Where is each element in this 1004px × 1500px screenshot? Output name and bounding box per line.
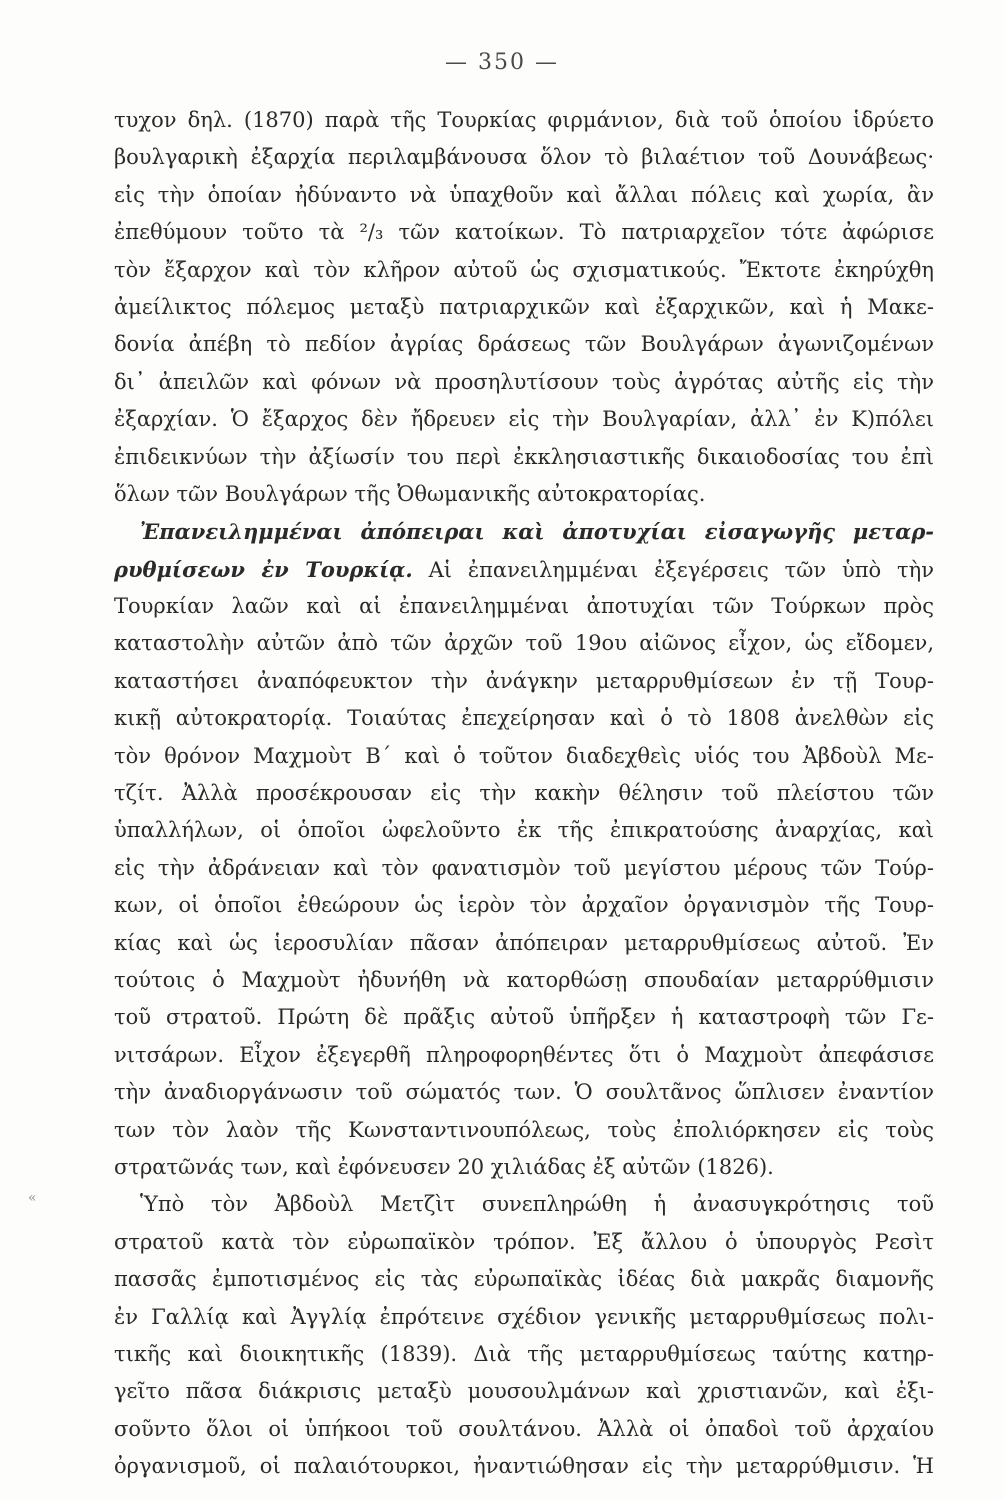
text-line: τικῆς καὶ διοικητικῆς (1839). Διὰ τῆς μεταρρυθμίσεως ταύτης κατηρ- bbox=[114, 1341, 934, 1366]
text-line: πασσᾶς ἐμποτισμένος εἰς τὰς εὐρωπαϊκὰς ἰδέας διὰ μακρᾶς διαμονῆς bbox=[114, 1267, 934, 1292]
text-line: τὴν ἀναδιοργάνωσιν τοῦ σώματός των. Ὁ σουλτᾶνος ὥπλισεν ἐναντίον bbox=[114, 1080, 934, 1105]
text-line: καταστήσει ἀναπόφευκτον τὴν ἀνάγκην μεταρρυθμίσεων ἐν τῇ Τουρ- bbox=[114, 668, 934, 693]
text-line: Ὑπὸ τὸν Ἀβδοὺλ Μετζὶτ συνεπληρώθη ἡ ἀνασυγκρότησις τοῦ bbox=[140, 1192, 934, 1217]
text-line: δονία ἀπέβη τὸ πεδίον ἀγρίας δράσεως τῶν Βουλγάρων ἀγωνιζομένων bbox=[114, 332, 934, 357]
text-line: κων, οἱ ὁποῖοι ἐθεώρουν ὡς ἱερὸν τὸν ἀρχαῖον ὀργανισμὸν τῆς Τουρ- bbox=[114, 893, 934, 918]
text-line: εἰς τὴν ὁποίαν ἠδύναντο νὰ ὑπαχθοῦν καὶ ἄλλαι πόλεις καὶ χωρία, ἂν bbox=[114, 182, 934, 207]
text-line: εἰς τὴν ἀδράνειαν καὶ τὸν φανατισμὸν τοῦ μεγίστου μέρους τῶν Τούρ- bbox=[114, 855, 934, 880]
text-line: νιτσάρων. Εἶχον ἐξεγερθῆ πληροφορηθέντες ὅτι ὁ Μαχμοὺτ ἀπεφάσισε bbox=[114, 1042, 934, 1067]
text-line: Τουρκίαν λαῶν καὶ αἱ ἐπανειλημμέναι ἀποτυχίαι τῶν Τούρκων πρὸς bbox=[114, 594, 934, 619]
text-line: ἐπεθύμουν τοῦτο τὰ ²/₃ τῶν κατοίκων. Τὸ πατριαρχεῖον τότε ἀφώρισε bbox=[114, 220, 934, 245]
text-line: ὅλων τῶν Βουλγάρων τῆς Ὀθωμανικῆς αὐτοκρατορίας. bbox=[114, 481, 706, 506]
text-line: των τὸν λαὸν τῆς Κωνσταντινουπόλεως, τοὺς ἐπολιόρκησεν εἰς τοὺς bbox=[114, 1117, 934, 1142]
text-line: ἐξαρχίαν. Ὁ ἔξαρχος δὲν ἤδρευεν εἰς τὴν Βουλγαρίαν, ἀλλ᾽ ἐν Κ)πόλει bbox=[114, 407, 934, 432]
text-line: κίας καὶ ὡς ἱεροσυλίαν πᾶσαν ἀπόπειραν μεταρρυθμίσεως αὐτοῦ. Ἐν bbox=[114, 930, 934, 955]
text-line: τὸν θρόνον Μαχμοὺτ Β´ καὶ ὁ τοῦτον διαδεχθεὶς υἱός του Ἀβδοὺλ Με- bbox=[114, 743, 934, 768]
text-line: τοῦ στρατοῦ. Πρώτη δὲ πρᾶξις αὐτοῦ ὑπῆρξεν ἡ καταστροφὴ τῶν Γε- bbox=[114, 1005, 934, 1030]
text-line: ἀμείλικτος πόλεμος μεταξὺ πατριαρχικῶν καὶ ἐξαρχικῶν, καὶ ἡ Μακε- bbox=[114, 294, 934, 319]
text-line: τούτοις ὁ Μαχμοὺτ ἠδυνήθη νὰ κατορθώσῃ σπουδαίαν μεταρρύθμισιν bbox=[114, 967, 934, 992]
text-line: τὸν ἔξαρχον καὶ τὸν κλῆρον αὐτοῦ ὡς σχισματικούς. Ἔκτοτε ἐκηρύχθη bbox=[114, 257, 934, 282]
text-line: ἐπιδεικνύων τὴν ἀξίωσίν του περὶ ἐκκλησιαστικῆς δικαιοδοσίας του ἐπὶ bbox=[114, 444, 934, 469]
text-line: ὀργανισμοῦ, οἱ παλαιότουρκοι, ἠναντιώθησαν εἰς τὴν μεταρρύθμισιν. Ἡ bbox=[114, 1454, 934, 1479]
text-span: Αἱ ἐπανειλημμέναι ἐξεγέρσεις τῶν ὑπὸ τὴν bbox=[412, 557, 934, 582]
section-heading-continuation bbox=[114, 551, 934, 588]
text-line: ἐν Γαλλίᾳ καὶ Ἀγγλίᾳ ἐπρότεινε σχέδιον γενικῆς μεταρρυθμίσεως πολι- bbox=[114, 1304, 934, 1329]
text-line: στρατοῦ κατὰ τὸν εὐρωπαϊκὸν τρόπον. Ἐξ ἄλλου ὁ ὑπουργὸς Ρεσὶτ bbox=[114, 1229, 934, 1254]
text-line: καταστολὴν αὐτῶν ἀπὸ τῶν ἀρχῶν τοῦ 19ου αἰῶνος εἶχον, ὡς εἴδομεν, bbox=[114, 631, 934, 656]
text-line: τζίτ. Ἀλλὰ προσέκρουσαν εἰς τὴν κακὴν θέλησιν τοῦ πλείστου τῶν bbox=[114, 781, 934, 806]
body-text bbox=[114, 102, 934, 1485]
text-line: γεῖτο πᾶσα διάκρισις μεταξὺ μουσουλμάνων καὶ χριστιανῶν, καὶ ἐξι- bbox=[114, 1379, 934, 1404]
text-line: στρατῶνάς των, καὶ ἐφόνευσεν 20 χιλιάδας ἐξ αὐτῶν (1826). bbox=[114, 1154, 774, 1179]
text-line: σοῦντο ὅλοι οἱ ὑπήκοοι τοῦ σουλτάνου. Ἀλλὰ οἱ ὀπαδοὶ τοῦ ἀρχαίου bbox=[114, 1416, 934, 1441]
section-heading-end: ρυθμίσεων ἐν Τουρκίᾳ. bbox=[114, 556, 413, 582]
text-line: τυχον δηλ. (1870) παρὰ τῆς Τουρκίας φιρμάνιον, διὰ τοῦ ὁποίου ἱδρύετο bbox=[114, 108, 934, 132]
margin-mark: « bbox=[28, 1190, 37, 1206]
text-line: βουλγαρικὴ ἐξαρχία περιλαμβάνουσα ὅλον τὸ βιλαέτιον τοῦ Δουνάβεως· bbox=[114, 145, 934, 170]
text-line: κικῇ αὐτοκρατορίᾳ. Τοιαύτας ἐπεχείρησαν καὶ ὁ τὸ 1808 ἀνελθὼν εἰς bbox=[114, 706, 934, 731]
section-heading: Ἐπανειλημμέναι ἀπόπειραι καὶ ἀποτυχίαι εἰσαγωγῆς μεταρ- bbox=[140, 519, 934, 545]
page-number: — 350 — bbox=[445, 50, 559, 75]
text-line: δι᾽ ἀπειλῶν καὶ φόνων νὰ προσηλυτίσουν τοὺς ἀγρότας αὐτῆς εἰς τὴν bbox=[114, 369, 934, 394]
text-line: ὑπαλλήλων, οἱ ὁποῖοι ὠφελοῦντο ἐκ τῆς ἐπικρατούσης ἀναρχίας, καὶ bbox=[114, 818, 934, 843]
